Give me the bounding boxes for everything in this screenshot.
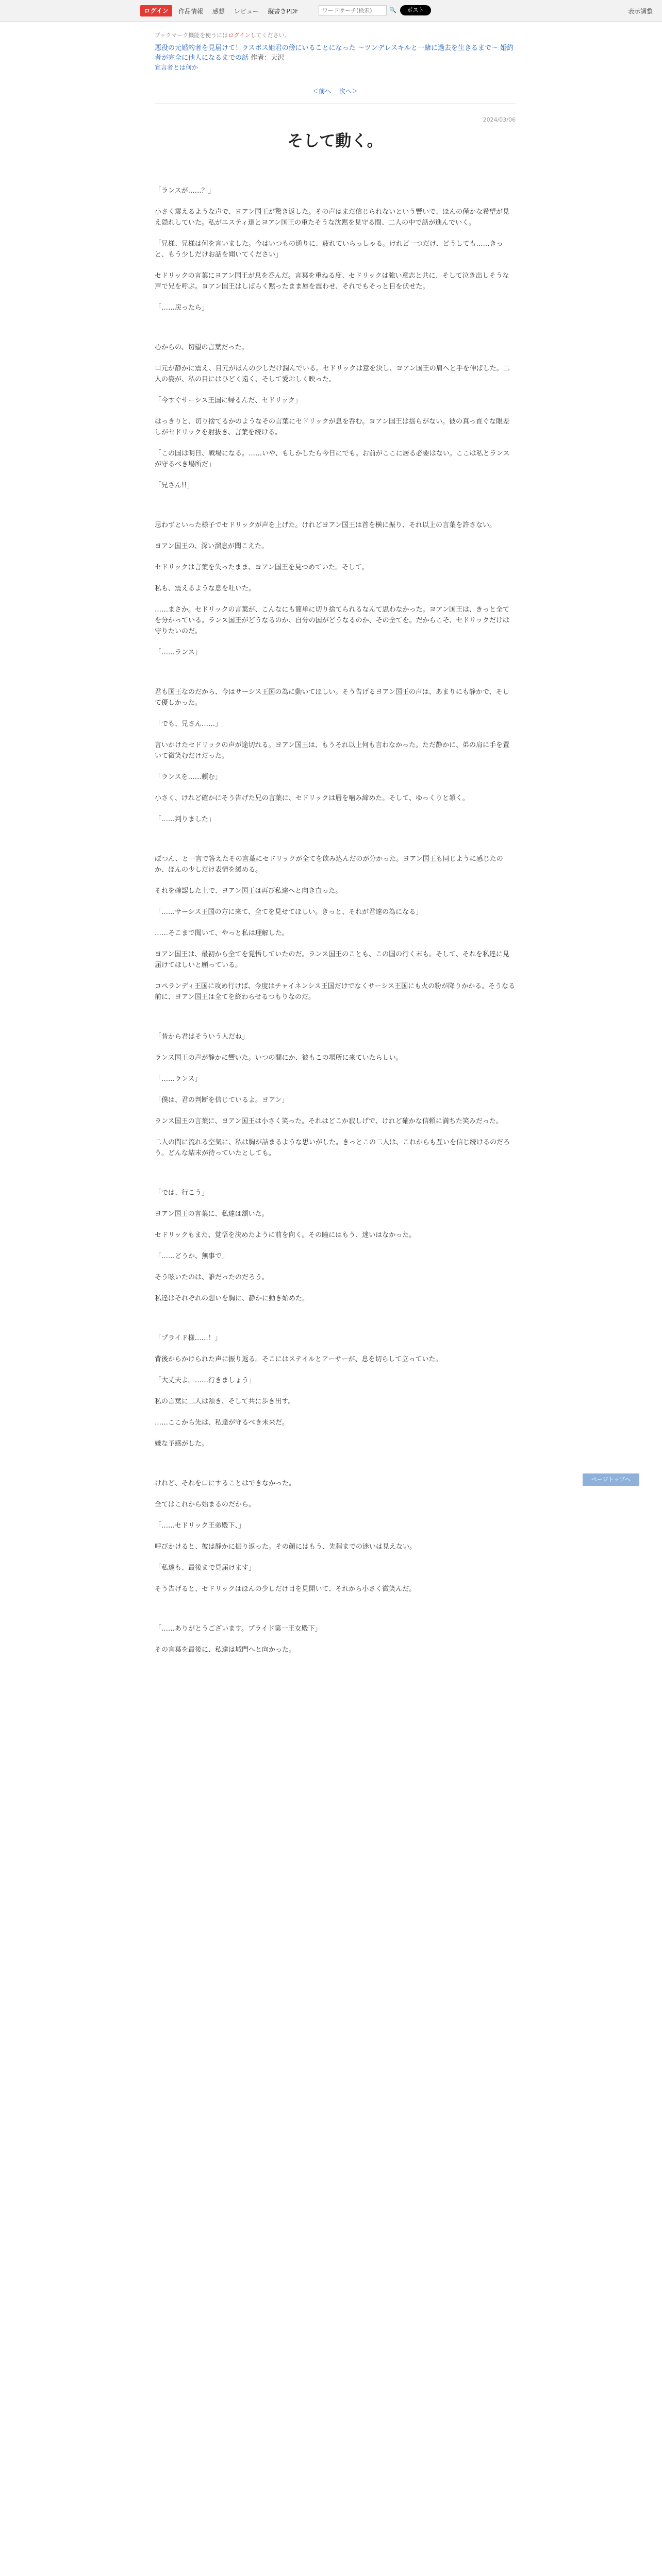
body-paragraph: 「……ランス」	[155, 649, 202, 656]
body-paragraph: 言いかけたセドリックの声が途切れる。ヨアン国王は、もうそれ以上何も言わなかった。ただ静かに、弟の肩に手を置いて微笑むだけだった。	[155, 741, 509, 760]
body-paragraph: 「……ありがとうございます。プライド第一王女殿下」	[155, 1625, 322, 1633]
x-post-button[interactable]: ポスト	[400, 5, 431, 15]
next-link[interactable]: 次へ＞	[339, 88, 358, 95]
display-settings-link[interactable]: 表示調整	[627, 8, 653, 15]
body-paragraph: ランス国王の声が静かに響いた。いつの間にか、彼もこの場所に来ていたらしい。	[155, 1054, 403, 1062]
body-paragraph: そう告げると、セドリックはほんの少しだけ目を見開いて、それから小さく微笑んだ。	[155, 1585, 416, 1593]
body-paragraph: セドリックは言葉を失ったまま、ヨアン国王を見つめていた。そして。	[155, 564, 369, 571]
body-paragraph: 「……戻ったら」	[155, 304, 209, 312]
body-paragraph: 「……判りました」	[155, 816, 216, 823]
login-button[interactable]: ログイン	[140, 5, 172, 16]
body-paragraph: はっきりと、切り捨てるかのようなその言葉にセドリックが息を呑む。ヨアン国王は揺らがない。彼の真っ直ぐな眼差しがセドリックを射抜き、言葉を続ける。	[155, 418, 509, 436]
body-paragraph: 「……サーシス王国の方に来て、全てを見せてほしい。きっと、それが君達の為になる」	[155, 908, 423, 916]
body-paragraph: 「でも、兄さん……」	[155, 720, 222, 728]
body-paragraph: 君も国王なのだから、今はサーシス王国の為に動いてほしい。そう告げるヨアン国王の声は、あまりにも静かで、そして優しかった。	[155, 688, 509, 707]
nav-menu	[178, 7, 306, 15]
body-paragraph: 私も、震えるような息を吐いた。	[155, 585, 256, 592]
body-paragraph: セドリックの言葉にヨアン国王が息を呑んだ。言葉を重ねる度、セドリックは強い意志と共に、そして泣き出しそうな声で兄を呼ぶ。ヨアン国王はしばらく黙ったまま唇を震わせ、それでもそっと目を伏せた。	[155, 272, 509, 291]
top-bar	[0, 0, 662, 22]
body-paragraph: 心からの、切望の言葉だった。	[155, 344, 249, 351]
body-paragraph: 二人の間に流れる空気に、私は胸が詰まるような思いがした。きっとこの二人は、これからも互いを信じ続けるのだろう。どんな結末が待っていたとしても。	[155, 1139, 510, 1157]
body-paragraph: 「ランスを……頼む」	[155, 773, 222, 781]
body-paragraph: 嫌な予感がした。	[155, 1440, 209, 1448]
body-paragraph: ……ここから先は、私達が守るべき未来だ。	[155, 1419, 289, 1427]
work-title[interactable]: 悪役の元婚約者を見届けて！ラスボス姫君の傍にいることになった ～ツンデレスキルと一緒に過去を生きるまで～ 婚約者が完全に他人になるまでの話	[155, 44, 514, 62]
search-input[interactable]	[319, 5, 387, 15]
page-top-button[interactable]: ページトップへ	[583, 1473, 639, 1486]
body-paragraph: 「僕は、君の判断を信じているよ。ヨアン」	[155, 1096, 289, 1104]
body-paragraph: ヨアン国王の、深い溜息が聞こえた。	[155, 543, 268, 550]
notice-suffix: してください。	[250, 32, 290, 39]
post-date: 2024/03/06	[483, 116, 516, 123]
body-paragraph: ……まさか。セドリックの言葉が、こんなにも簡単に切り捨てられるなんて思わなかった。ヨアン国王は、きっと全てを分かっている。ランス国王がどうなるのか、自分の国がどうなるのか、その全てを。だからこそ、セドリックだけは守りたいのだ。	[155, 606, 509, 635]
body-paragraph: 全てはこれから始まるのだから。	[155, 1501, 256, 1509]
work-author: 作者：天沢	[251, 54, 285, 62]
body-paragraph: 「ランスが……？」	[155, 187, 215, 195]
body-paragraph: コペランディ王国に攻め行けば、今度はチャイネンシス王国だけでなくサーシス王国にも火の粉が降りかかる。そうなる前に、ヨアン国王は全てを終わらせるつもりなのだ。	[155, 982, 516, 1001]
notice-login-link[interactable]: ログイン	[228, 32, 251, 39]
work-subtitle[interactable]: 宣言者とは何か	[155, 64, 198, 71]
body-paragraph: けれど、それを口にすることはできなかった。	[155, 1480, 296, 1487]
body-paragraph: 「私達も、最後まで見届けます」	[155, 1564, 256, 1572]
body-paragraph: 「兄さん!!」	[155, 482, 194, 489]
body-paragraph: ヨアン国王の言葉に、私達は頷いた。	[155, 1210, 269, 1218]
bookmark-notice	[155, 31, 516, 39]
body-paragraph: 小さく震えるような声で、ヨアン国王が驚き返した。その声はまだ信じられないという響いで、ほんの僅かな希望が見え隠れしていた。私がエスティ達とヨアン国王の重たそうな沈黙を見守る間、二人の中で話が進んでいく。	[155, 208, 509, 227]
work-title-block	[155, 43, 516, 63]
body-paragraph: 「プライド様……！」	[155, 1334, 222, 1342]
body-paragraph: 口元が静かに震え、目元がほんの少しだけ潤んでいる。セドリックは意を決し、ヨアン国王の肩へと手を伸ばした。二人の姿が、私の目にはひどく遠く、そして愛おしく映った。	[155, 365, 510, 383]
chapter-body	[155, 185, 516, 1666]
body-paragraph: そう呟いたのは、誰だったのだろう。	[155, 1274, 269, 1281]
body-paragraph: ランス国王の言葉に、ヨアン国王は小さく笑った。それはどこか寂しげで、けれど確かな信頼に満ちた笑みだった。	[155, 1117, 503, 1125]
pager-top	[296, 87, 374, 95]
divider	[155, 103, 516, 104]
body-paragraph: その言葉を最後に、私達は城門へと向かった。	[155, 1646, 296, 1654]
body-paragraph: 「昔から君はそういう人だね」	[155, 1033, 249, 1041]
body-paragraph: 「この国は明日、戦場になる。……いや、もしかしたら今日にでも。お前がここに居る必要はない。ここは私とランスが守るべき場所だ」	[155, 450, 510, 468]
body-paragraph: ぽつん、と一言で答えたその言葉にセドリックが全てを飲み込んだのが分かった。ヨアン国王も同じように感じたのか、ほんの少しだけ表情を緩める。	[155, 855, 503, 874]
body-paragraph: 「……ランス」	[155, 1075, 202, 1083]
body-paragraph: 小さく、けれど確かにそう告げた兄の言葉に、セドリックは唇を噛み締めた。そして、ゆっくりと頷く。	[155, 794, 469, 802]
body-paragraph: 「大丈夫よ。……行きましょう」	[155, 1377, 256, 1384]
body-paragraph: 「……セドリック王弟殿下、」	[155, 1522, 245, 1530]
body-paragraph: 「兄様、兄様は何を言いました。今はいつもの通りに、疲れていらっしゃる。けれど一つだけ、どうしても……きっと、もう少しだけお話を聞いてください」	[155, 240, 503, 259]
body-paragraph: 私の言葉に二人は頷き、そして共に歩き出す。	[155, 1398, 295, 1405]
body-paragraph: 「……どうか、無事で」	[155, 1252, 229, 1260]
body-paragraph: 思わずといった様子でセドリックが声を上げた。けれどヨアン国王は首を横に振り、それ以上の言葉を許さない。	[155, 521, 496, 529]
body-paragraph: 「今すぐサーシス王国に帰るんだ、セドリック」	[155, 397, 302, 404]
nav-item-review[interactable]: レビュー	[234, 8, 259, 15]
body-paragraph: 「では、行こう」	[155, 1189, 209, 1197]
search-icon[interactable]: 🔍	[389, 7, 396, 13]
body-paragraph: 呼びかけると、彼は静かに振り返った。その顔にはもう、先程までの迷いは見えない。	[155, 1543, 417, 1551]
body-paragraph: 背後からかけられた声に振り返る。そこにはステイルとアーサーが、息を切らして立っていた。	[155, 1355, 442, 1363]
body-paragraph: ヨアン国王は、最初から全てを覚悟していたのだ。ランス国王のことも、この国の行く末も。そして、それを私達に見届けてほしいと願っている。	[155, 951, 509, 969]
body-paragraph: セドリックもまた、覚悟を決めたように前を向く。その瞳にはもう、迷いはなかった。	[155, 1231, 416, 1239]
body-paragraph: 私達はそれぞれの想いを胸に、静かに動き始めた。	[155, 1295, 309, 1302]
chapter-title: そして動く。	[287, 132, 383, 150]
nav-item-vertical-pdf[interactable]: 縦書きPDF	[268, 8, 299, 15]
nav-item-impressions[interactable]: 感想	[212, 8, 225, 15]
body-paragraph: ……そこまで聞いて、やっと私は理解した。	[155, 929, 289, 937]
body-paragraph: それを確認した上で、ヨアン国王は再び私達へと向き直った。	[155, 887, 342, 895]
prev-link[interactable]: ＜前へ	[312, 88, 332, 95]
nav-item-work-info[interactable]: 作品情報	[178, 8, 204, 15]
notice-prefix: ブックマーク機能を使うには	[155, 32, 228, 39]
